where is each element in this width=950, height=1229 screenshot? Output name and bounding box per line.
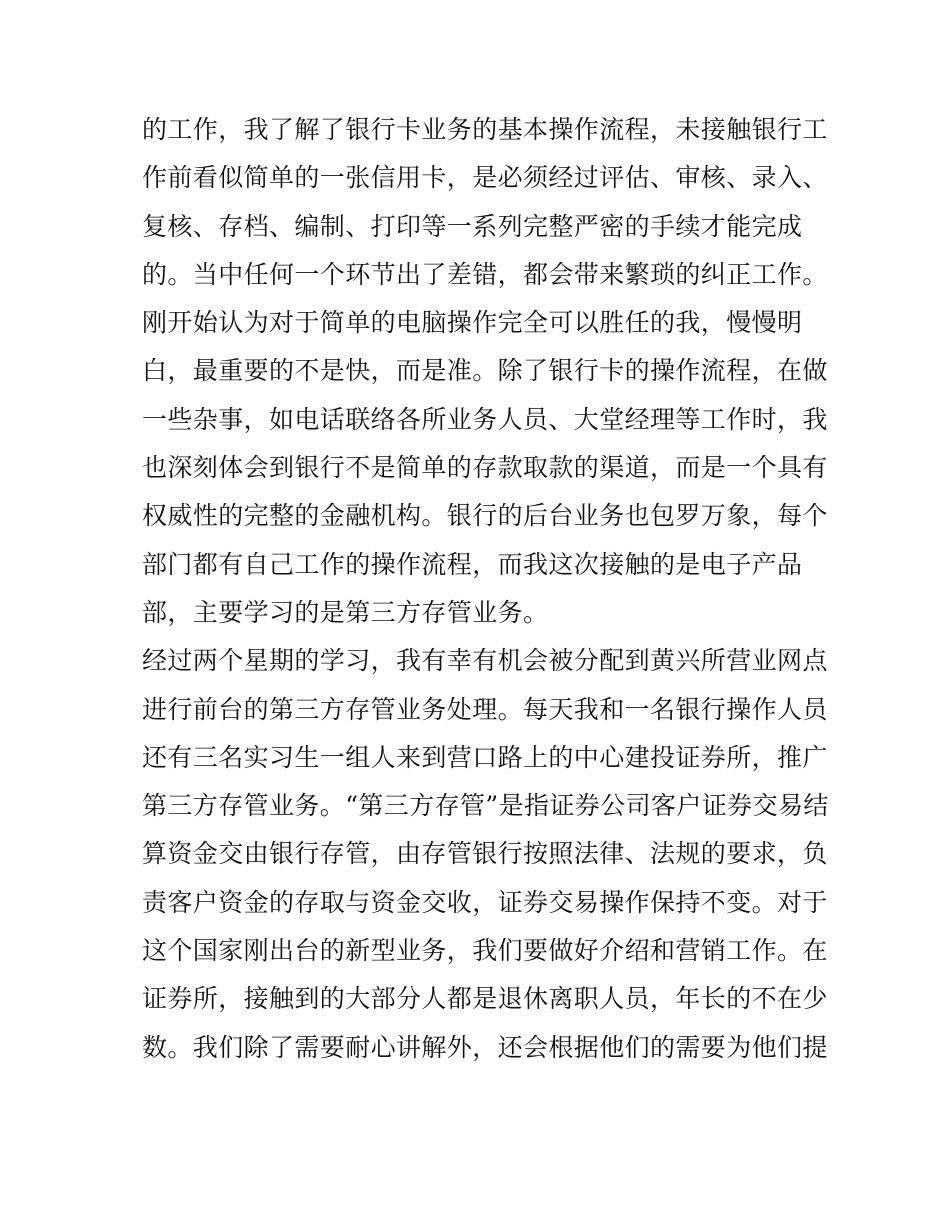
text-line: 的工作，我了解了银行卡业务的基本操作流程，未接触银行工 xyxy=(142,115,828,144)
text-line: 部，主要学习的是第三方存管业务。 xyxy=(142,597,549,627)
text-line: 还有三名实习生一组人来到营口路上的中心建投证券所，推广 xyxy=(142,742,828,772)
text-line: 经过两个星期的学习，我有幸有机会被分配到黄兴所营业网点 xyxy=(142,646,828,676)
text-line: 数。我们除了需要耐心讲解外，还会根据他们的需要为他们提 xyxy=(142,1032,828,1062)
text-line: 进行前台的第三方存管业务处理。每天我和一名银行操作人员 xyxy=(142,694,828,724)
text-line: 部门都有自己工作的操作流程，而我这次接触的是电子产品 xyxy=(142,549,803,579)
text-line: 责客户资金的存取与资金交收，证券交易操作保持不变。对于 xyxy=(142,887,828,917)
text-line: 这个国家刚出台的新型业务，我们要做好介绍和营销工作。在 xyxy=(142,936,828,966)
body-text xyxy=(142,106,829,1072)
text-line: 一些杂事，如电话联络各所业务人员、大堂经理等工作时，我 xyxy=(142,404,828,434)
text-line: 刚开始认为对于简单的电脑操作完全可以胜任的我，慢慢明 xyxy=(142,308,803,338)
text-line: 也深刻体会到银行不是简单的存款取款的渠道，而是一个具有 xyxy=(142,453,828,483)
text-line: 作前看似简单的一张信用卡，是必须经过评估、审核、录入、 xyxy=(142,163,828,193)
text-line: 的。当中任何一个环节出了差错，都会带来繁琐的纠正工作。 xyxy=(142,259,828,289)
text-line: 算资金交由银行存管，由存管银行按照法律、法规的要求，负 xyxy=(142,839,828,869)
text-line: 权威性的完整的金融机构。银行的后台业务也包罗万象，每个 xyxy=(142,501,828,531)
text-line: 第三方存管业务。“第三方存管”是指证券公司客户证券交易结 xyxy=(142,791,829,821)
text-line: 白，最重要的不是快，而是准。除了银行卡的操作流程，在做 xyxy=(142,356,828,386)
text-line: 复核、存档、编制、打印等一系列完整严密的手续才能完成 xyxy=(142,211,803,241)
text-line: 证券所，接触到的大部分人都是退休离职人员，年长的不在少 xyxy=(142,984,828,1014)
